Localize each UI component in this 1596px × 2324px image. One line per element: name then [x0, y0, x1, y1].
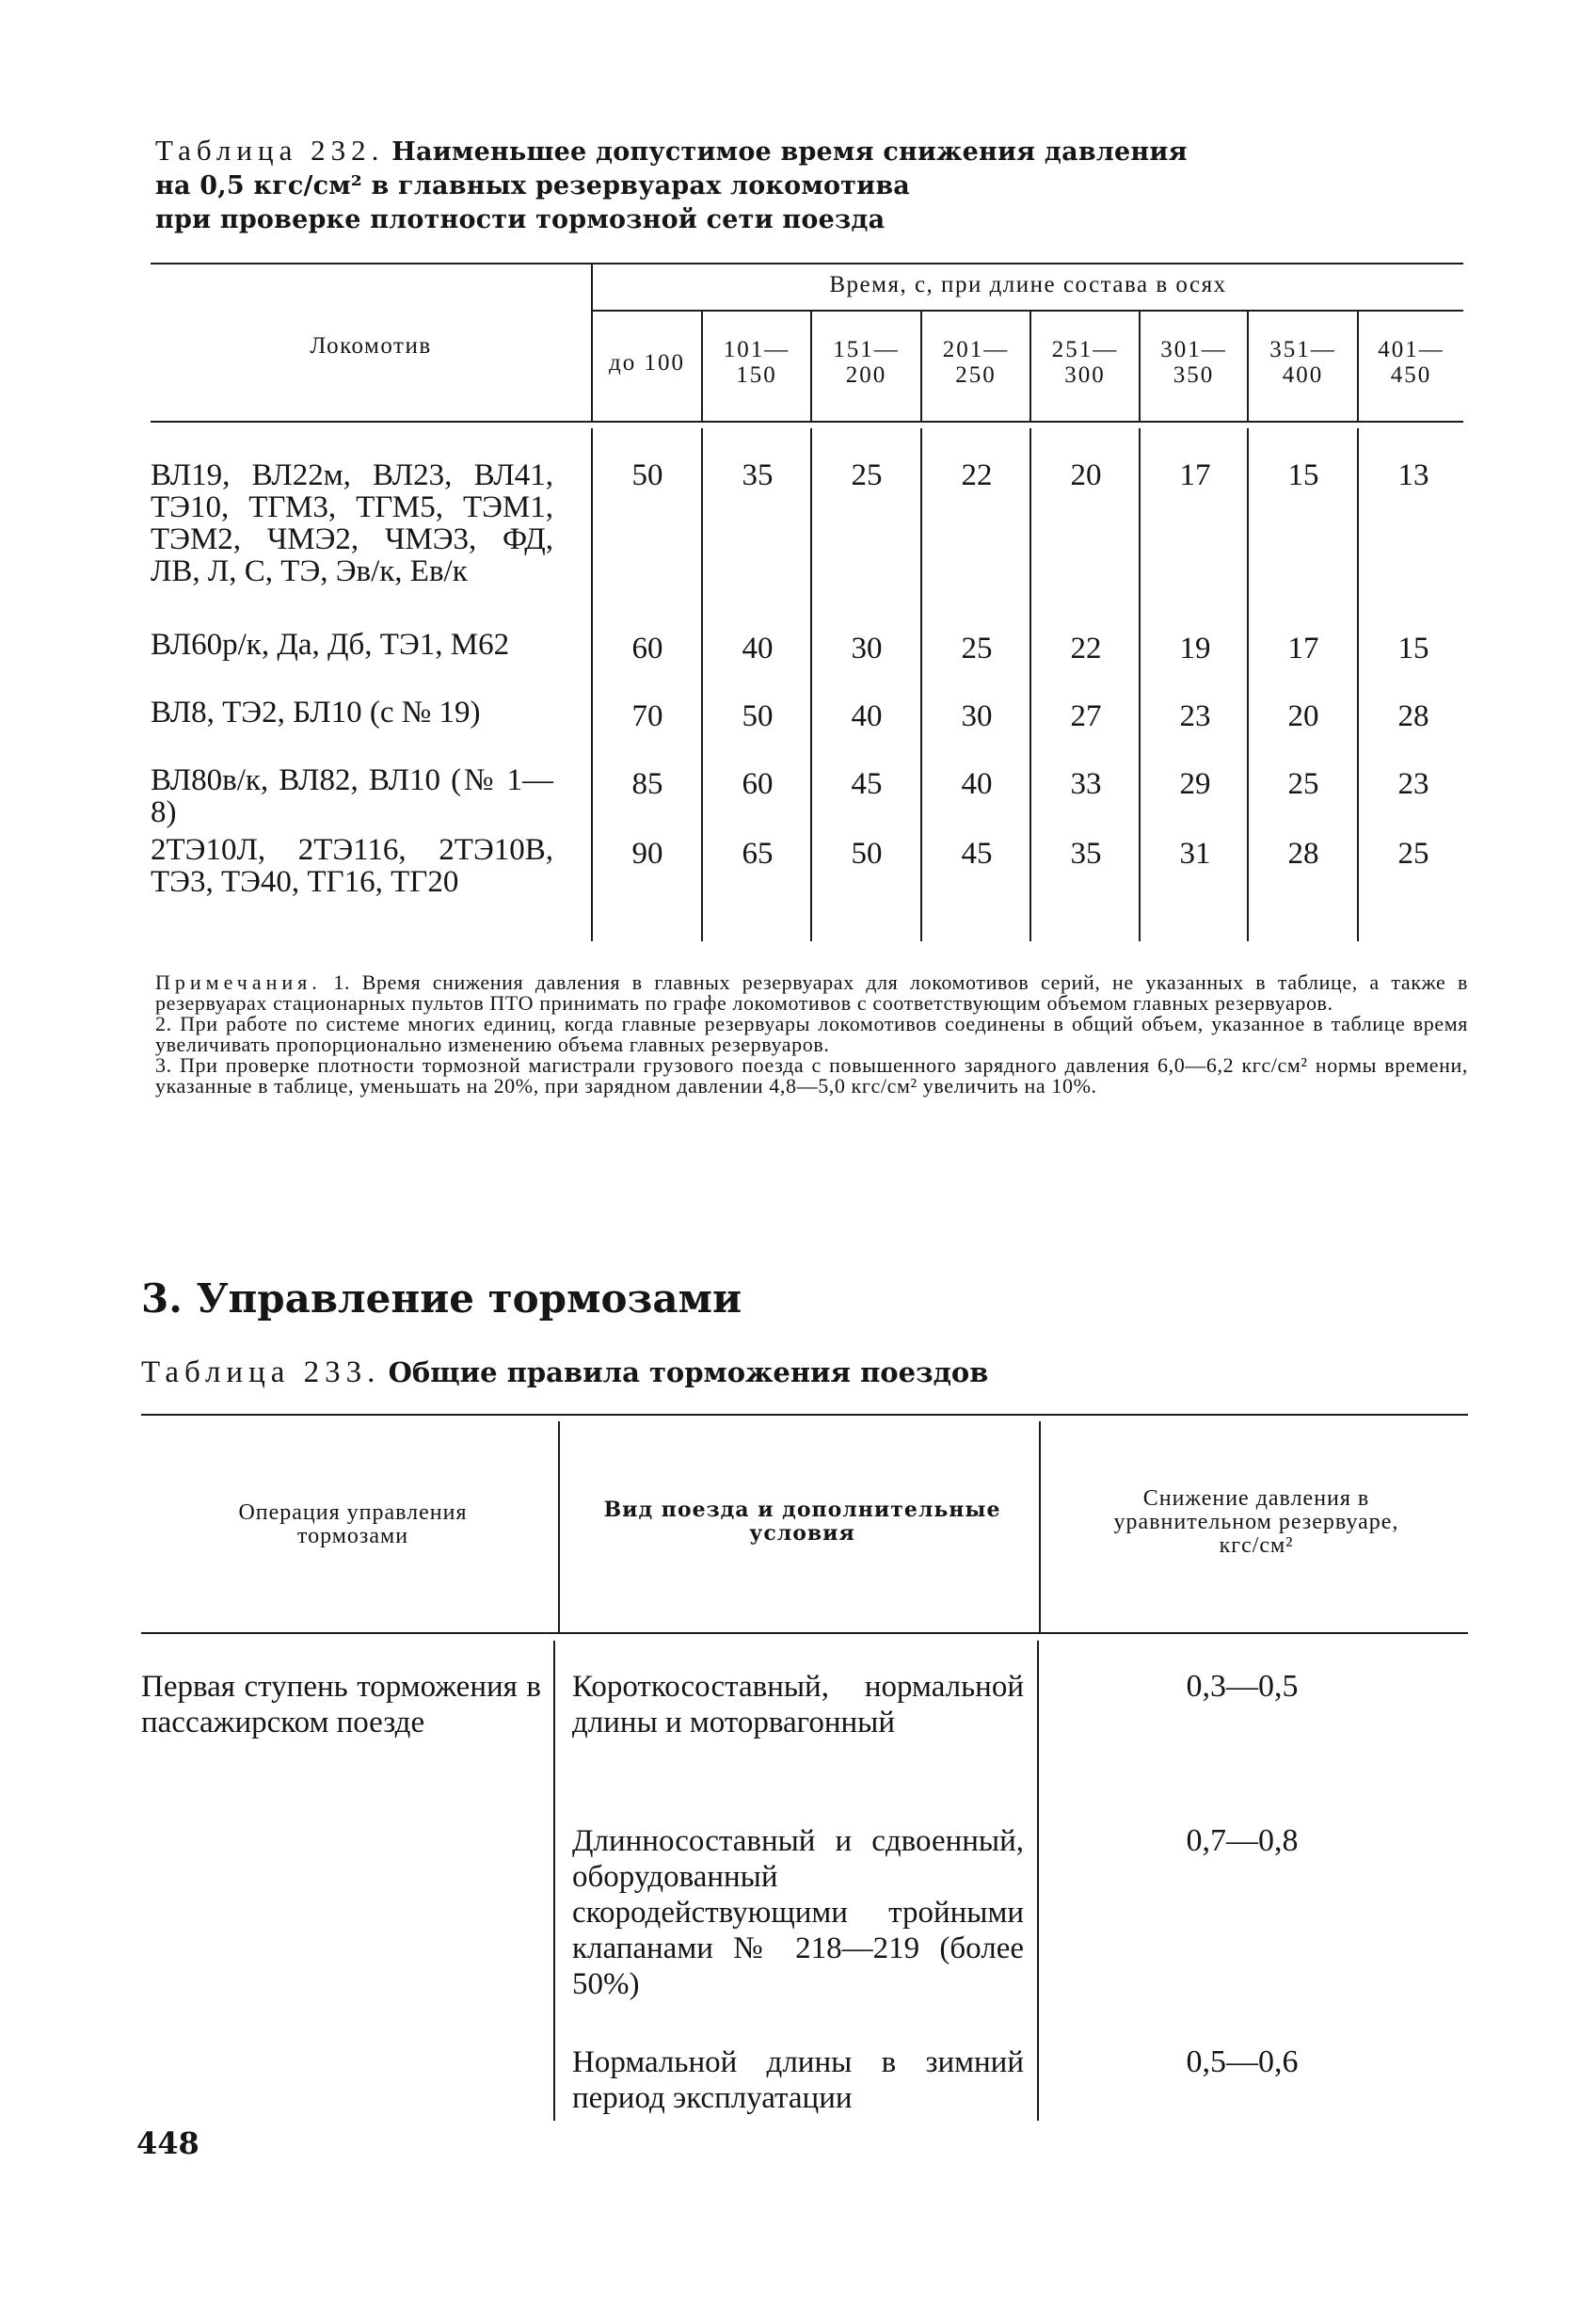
table-232-cell: 60: [631, 632, 663, 665]
table-233-value-3: 0,5—0,6: [1186, 2044, 1299, 2079]
table-232-cell: 23: [1397, 767, 1429, 801]
table-232-cell: 28: [1287, 837, 1319, 871]
table-232-cell: 22: [1070, 632, 1102, 665]
table-232-header-time: Время, с, при длине состава в осях: [829, 272, 1227, 297]
table-232-top-rule: [151, 263, 1463, 264]
table-233-header-reduction: Снижение давления в уравнительном резервуаре, кгс/см²: [1113, 1486, 1399, 1558]
table-232-cell: 22: [961, 458, 993, 492]
table-233-value-2: 0,7—0,8: [1186, 1823, 1299, 1858]
table-233-header-rule: [141, 1632, 1468, 1634]
table-232-cell: 17: [1179, 458, 1211, 492]
table-232-cell: 15: [1397, 632, 1429, 665]
table-232-range-header: 251— 300: [1051, 337, 1119, 388]
table-232-cell: 40: [851, 699, 883, 733]
table-233-condition-2: Длинносоставный и сдвоенный, оборудованный скородействующими тройными клапанами № 218—219 (более 50%): [572, 1824, 1024, 2001]
table-232-cell: 13: [1397, 458, 1429, 492]
table-232-caption: [155, 135, 1266, 236]
table-232-cell: 40: [742, 632, 774, 665]
table-232-range-header: 401— 450: [1378, 337, 1444, 388]
table-232-cell: 29: [1179, 767, 1211, 801]
table-232-cell: 35: [1070, 837, 1102, 871]
table-232-cell: 65: [742, 837, 774, 871]
page-number: 448: [136, 2125, 200, 2161]
section-heading: 3. Управление тормозами: [141, 1275, 742, 1322]
table-233-col-divider: [558, 1421, 560, 1632]
table-232-cell: 23: [1179, 699, 1211, 733]
table-232-range-header: 101— 150: [723, 337, 790, 388]
table-232-title-line-2: на 0,5 кгс/см² в главных резервуарах локомотива: [155, 171, 910, 200]
table-232-cell: 20: [1287, 699, 1319, 733]
table-233-caption: [141, 1355, 988, 1390]
table-233-condition-3: Нормальной длины в зимний период эксплуатации: [572, 2045, 1024, 2115]
table-232-cell: 50: [742, 699, 774, 733]
table-232-header-locomotive: Локомотив: [310, 333, 432, 359]
table-232-cell: 85: [631, 767, 663, 801]
table-232-cell: 70: [631, 699, 663, 733]
table-233-top-rule: [141, 1414, 1468, 1416]
table-232-row-5-locomotives: 2ТЭ10Л, 2ТЭ116, 2ТЭ10В, ТЭ3, ТЭ40, ТГ16, ТГ20: [151, 833, 553, 899]
table-232-cell: 40: [961, 767, 993, 801]
table-232-cell: 25: [961, 632, 993, 665]
note-2: 2. При работе по системе многих единиц, когда главные резервуары локомотивов соединены в общий объем, указанное в таблице время увеличивать пропорционально изменению объема главных резервуаров.: [155, 1012, 1468, 1056]
table-232-cell: 50: [631, 458, 663, 492]
table-232-cell: 27: [1070, 699, 1102, 733]
table-232-group-rule: [593, 310, 1463, 312]
table-232-cell: 33: [1070, 767, 1102, 801]
table-232-cell: 25: [1397, 837, 1429, 871]
table-233-condition-1: Короткосоставный, нормальной длины и моторвагонный: [572, 1670, 1024, 1739]
table-233-operation: Первая ступень торможения в пассажирском поезде: [141, 1670, 541, 1739]
table-232-cell: 25: [1287, 767, 1319, 801]
table-232-cell: 50: [851, 837, 883, 871]
table-232-cell: 60: [742, 767, 774, 801]
table-233-col-divider: [553, 1641, 555, 2121]
table-232-range-header: 301— 350: [1160, 337, 1227, 388]
table-232-row-4-locomotives: ВЛ80в/к, ВЛ82, ВЛ10 (№ 1—8): [151, 763, 553, 829]
table-233-col-divider: [1037, 1641, 1039, 2121]
table-232-range-header: 201— 250: [942, 337, 1010, 388]
table-232-cell: 19: [1179, 632, 1211, 665]
table-232-cell: 45: [851, 767, 883, 801]
table-232-cell: 28: [1397, 699, 1429, 733]
table-232-cell: 25: [851, 458, 883, 492]
table-232-title-line-1: Наименьшее допустимое время снижения давления: [391, 137, 1188, 167]
table-233-header-train-type: Вид поезда и дополнительные условия: [603, 1498, 1001, 1546]
table-232-header-rule: [151, 421, 1463, 423]
table-232-cell: 30: [851, 632, 883, 665]
note-3: 3. При проверке плотности тормозной магистрали грузового поезда с повышенного зарядного давления 6,0—6,2 кгс/см² нормы времени, указанные в таблице, уменьшать на 20%, при зарядном давлении 4,8—5,0 кгс/см² увеличить на 10%.: [155, 1053, 1468, 1098]
table-233-title: Общие правила торможения поездов: [388, 1356, 989, 1388]
table-232-cell: 35: [742, 458, 774, 492]
table-233-col-divider: [1039, 1421, 1041, 1632]
table-232-cell: 90: [631, 837, 663, 871]
notes-label: Примечания.: [155, 970, 322, 994]
table-232-cell: 45: [961, 837, 993, 871]
table-232-row-1-locomotives: ВЛ19, ВЛ22м, ВЛ23, ВЛ41, ТЭ10, ТГМ3, ТГМ5, ТЭМ1, ТЭМ2, ЧМЭ2, ЧМЭ3, ФД, ЛВ, Л, С, ТЭ, Эв/к, Ев/к: [151, 458, 553, 588]
table-233-label: Таблица 233.: [141, 1355, 381, 1389]
table-232-row-2-locomotives: ВЛ60р/к, Да, Дб, ТЭ1, М62: [151, 628, 510, 662]
table-232-notes: [155, 972, 1468, 1097]
table-232-cell: 31: [1179, 837, 1211, 871]
table-232-cell: 30: [961, 699, 993, 733]
table-232-row-3-locomotives: ВЛ8, ТЭ2, БЛ10 (с № 19): [151, 696, 481, 729]
note-1: 1. Время снижения давления в главных резервуарах для локомотивов серий, не указанных в таблице, а также в резервуарах стационарных пультов ПТО принимать по графе локомотивов с соответствующим объемом главных резервуаров.: [155, 970, 1468, 1015]
table-232-title-line-3: при проверке плотности тормозной сети поезда: [155, 205, 886, 234]
table-232-cell: 15: [1287, 458, 1319, 492]
table-232-range-header: 151— 200: [833, 337, 900, 388]
table-233-header-operation: Операция управления тормозами: [238, 1500, 468, 1548]
table-232-range-header: до 100: [609, 350, 685, 376]
table-232-label: Таблица 232.: [155, 134, 385, 167]
table-232-cell: 17: [1287, 632, 1319, 665]
table-233-value-1: 0,3—0,5: [1186, 1669, 1299, 1704]
table-232-cell: 20: [1070, 458, 1102, 492]
table-232-range-header: 351— 400: [1269, 337, 1336, 388]
